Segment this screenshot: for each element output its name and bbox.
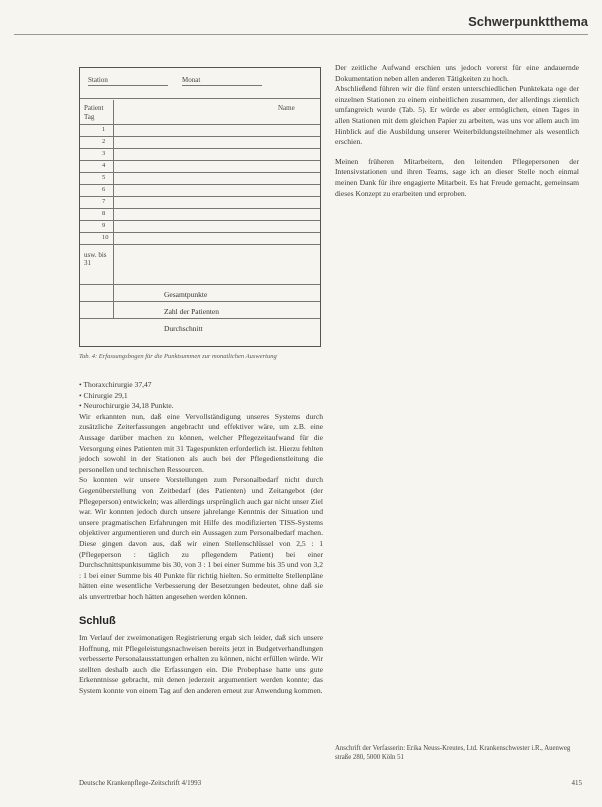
- gesamtpunkte-label: Gesamtpunkte: [164, 290, 208, 299]
- section-title: Schwerpunktthema: [468, 14, 588, 29]
- day-number: 1: [102, 126, 106, 133]
- day-number: 4: [102, 162, 106, 169]
- section-heading: Schluß: [79, 615, 116, 628]
- author-address: Anschrift der Verfasserin: Erika Neuss-Kreutes, Ltd. Krankenschwester i.R., Auenweg straße 280, 5000 Köln 51: [335, 745, 571, 761]
- usw-bis-31-label: usw. bis 31: [84, 251, 107, 267]
- body-paragraph: Abschließend führen wir die fünf ersten unterschiedlichen Punktekata oge der einzelnen Stationen zu einem einheitlichen zusammen, der allerdings ziemlich umfangreich wurde (Tab. 5). Er würde es aber ermöglichen, einen Tages in allen Stationen mit dem gleichen Papier zu arbeiten, was uns vor allem auch im Hinblick auf die Ausbildung unserer Weiterbildungsteilnehmer als wesentlich erschien.: [335, 84, 579, 147]
- left-text-column: [79, 380, 323, 697]
- form-divider: [80, 98, 320, 99]
- day-number: 3: [102, 150, 106, 157]
- monat-label: Monat: [182, 76, 201, 84]
- bullet-item: • Neurochirurgie 34,18 Punkte.: [79, 401, 174, 411]
- body-paragraph: Wir erkannten nun, daß eine Vervollständigung unseres Systems durch zusätzliche Zeiterfassungen angebracht und effektiver wäre, um z.B. eine Aussage darüber machen zu können, welcher Pflegezeitaufwand für die Versorgung eines Patienten mit 31 Tagespunkten erforderlich ist. Hierzu fehlten jedoch sowohl in der Stationen als auch bei der Pflegedienstleitung die personellen und technischen Ressourcen.: [79, 411, 323, 474]
- bullet-item: • Chirurgie 29,1: [79, 390, 128, 400]
- day-number: 8: [102, 210, 106, 217]
- header-rule: [14, 34, 588, 35]
- body-paragraph: So konnten wir unsere Vorstellungen zum Personalbedarf nicht durch Gegenüberstellung von Zeitbedarf (des Patienten) und Zeitangebot (der Pflegeperson) entwickeln; was allerdings ursprünglich auch gar nicht unser Ziel war. Wir konnten jedoch durch unsere jahrelange Kenntnis der Situation und unsere pragmatischen Erfahrungen mit Hilfe des modifizierten TISS-Systems objektiver argumentieren und durch ein Aussagen zum Personalbedarf machen. Diese gingen davon aus, daß wir einen Stellenschlüssel von 2,5 : 1 (Pflegeperson : täglich zu pflegendem Patient) bei einer Durchschnittspunktsumme bis 30, von 3 : 1 bei einer Summe bis 35 und von 3,2 : 1 bei einer Summe bis 40 Punkte für richtig hielten. So ermittelte Stellenpläne hätten eine wesentliche Verbesserung der Besetzungen bedeutet, ohne daß sie als unvertretbar hoch hätten angesehen werden können.: [79, 475, 323, 601]
- bullet-item: • Thoraxchirurgie 37,47: [79, 380, 152, 389]
- body-paragraph: Der zeitliche Aufwand erschien uns jedoch vorerst für eine andauernde Dokumentation neben allen anderen Tätigkeiten zu hoch.: [335, 63, 579, 83]
- day-number: 9: [102, 222, 106, 229]
- figure-caption: Tab. 4: Erfassungsbogen für die Punktsummen zur monatlichen Auswertung: [79, 353, 277, 360]
- journal-footer: Deutsche Krankenpflege-Zeitschrift 4/1993: [79, 779, 202, 787]
- grid-column-rule: [113, 100, 114, 318]
- patient-label: Patient: [84, 104, 104, 112]
- monat-underline: [182, 85, 262, 86]
- durchschnitt-label: Durchschnitt: [164, 324, 203, 333]
- tag-label: Tag: [84, 113, 95, 121]
- bullet-list: [79, 380, 323, 412]
- zahl-der-patienten-label: Zahl der Patienten: [164, 307, 219, 316]
- day-number: 10: [102, 234, 109, 241]
- day-number: 5: [102, 174, 106, 181]
- name-label: Name: [278, 104, 295, 112]
- day-number: 6: [102, 186, 106, 193]
- right-text-column: [335, 63, 579, 199]
- page-number: 415: [571, 779, 582, 787]
- registration-form-figure: [79, 67, 321, 347]
- day-number: 2: [102, 138, 106, 145]
- day-number: 7: [102, 198, 106, 205]
- body-paragraph: Im Verlauf der zweimonatigen Registrierung ergab sich leider, daß sich unsere Hoffnung, mit Pflegeleistungsnachweisen bereits jetzt in Budgetverhandlungen verbesserte Personalausstattungen erhalten zu können, nicht erfüllen würde. Wir stellten deshalb auch die Erfassungen ein. Die Probephase hatte uns gute Erkenntnisse gebracht, mit denen jederzeit argumentiert werden konnte; das System konnte von einem Tag auf den anderen erneut zur Anwendung kommen.: [79, 633, 323, 696]
- station-underline: [88, 85, 168, 86]
- body-paragraph: Meinen früheren Mitarbeitern, den leitenden Pflegepersonen der Intensivstationen und ihren Teams, sage ich an dieser Stelle noch einmal meinen Dank für ihre engagierte Mitarbeit. Es hat Freude gemacht, gemeinsam dieses Konzept zu erarbeiten und erproben.: [335, 156, 579, 198]
- station-label: Station: [88, 76, 108, 84]
